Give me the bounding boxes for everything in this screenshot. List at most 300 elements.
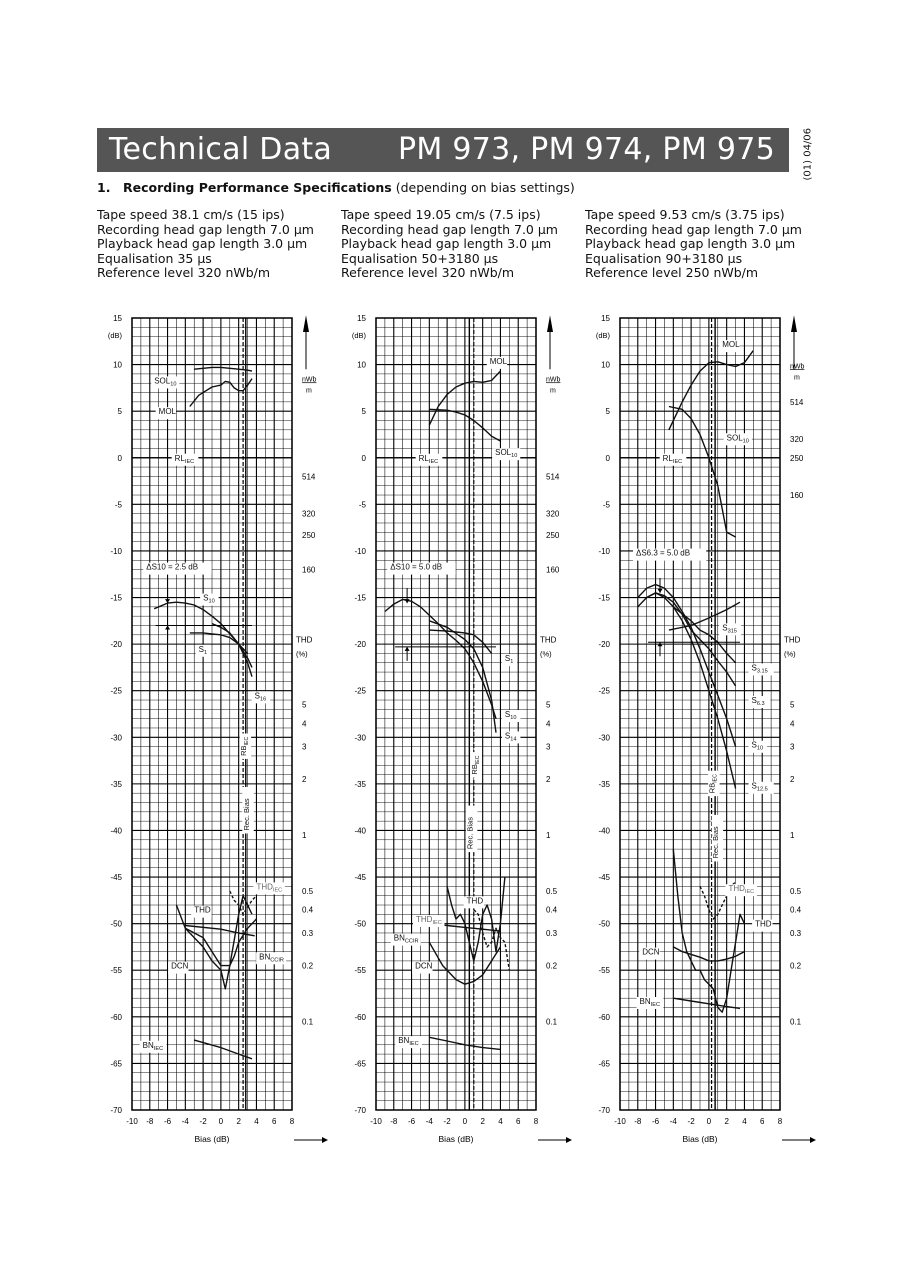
thd-axis-tick: 4 xyxy=(546,719,551,729)
curve-label-thdiec-main: THD xyxy=(728,884,745,894)
y-axis-unit: (dB) xyxy=(595,330,610,340)
spec-rec-gap: Recording head gap length 7.0 µm xyxy=(585,221,802,237)
y-tick-label: -30 xyxy=(110,733,122,743)
curve-label-thdiec xyxy=(725,884,756,896)
right-axis-tick: 160 xyxy=(790,491,804,501)
x-tick-label: -2 xyxy=(687,1117,695,1126)
thd-axis-tick: 0.2 xyxy=(790,961,802,971)
rec-bias-label-main: Rec. Bias xyxy=(465,816,475,850)
curve-label-s1 xyxy=(502,654,517,666)
curve-label-dcn-main: DCN xyxy=(642,947,660,957)
y-tick-label: 15 xyxy=(113,314,122,323)
y-tick-label: -50 xyxy=(598,919,610,929)
curve-label-s315-sub: 315 xyxy=(727,628,737,635)
rec-bias-label xyxy=(465,806,477,853)
delta-s-annotation-main: ΔS10 = 2.5 dB xyxy=(146,562,199,572)
curve-label-bniec xyxy=(637,997,664,1009)
x-axis-label: Bias (dB) xyxy=(682,1134,718,1144)
right-axis-unit-den: m xyxy=(794,374,800,382)
y-tick-label: -70 xyxy=(598,1106,610,1115)
curve-label-thd-main: THD xyxy=(755,919,772,929)
curve-label-bniec-sub: IEC xyxy=(650,1001,661,1008)
y-axis-unit: (dB) xyxy=(107,330,122,340)
curve-label-dcn xyxy=(639,948,660,960)
curve-label-sol-sub: 10 xyxy=(170,381,177,388)
rbiec-label-sub: IEC xyxy=(712,774,719,783)
delta-s-annotation xyxy=(143,563,211,575)
curve-label-dcn xyxy=(168,962,189,974)
x-tick-label: 4 xyxy=(742,1117,747,1126)
y-tick-label: -5 xyxy=(602,500,610,510)
rbiec-label-main: RB xyxy=(239,745,249,756)
thd-axis-tick: 2 xyxy=(302,775,307,785)
model-numbers: PM 973, PM 974, PM 975 xyxy=(397,132,775,167)
curve-label-s315 xyxy=(719,623,741,635)
spec-ref-level: Reference level 320 nWb/m xyxy=(341,265,515,281)
y-tick-label: 15 xyxy=(357,314,366,323)
rbiec-label-main: RB xyxy=(707,782,717,794)
curve-label-thd-main: THD xyxy=(466,896,484,906)
curve-label-sol-sub: 10 xyxy=(742,438,749,445)
curve-label-sol xyxy=(492,448,520,460)
spec-equalisation: Equalisation 90+3180 µs xyxy=(585,250,743,266)
y-tick-label: -50 xyxy=(354,919,366,929)
curve-label-bniec-sub: IEC xyxy=(153,1045,164,1052)
y-tick-label: -40 xyxy=(110,826,122,836)
curve-label-dcn-text xyxy=(171,962,189,971)
spec-block-3 xyxy=(585,208,802,281)
curve-label-s1-main: S xyxy=(198,644,205,654)
thd-axis-tick: 0.3 xyxy=(546,928,558,938)
rec-bias-label-text xyxy=(711,826,720,858)
chart-38cms xyxy=(96,300,326,1160)
y-tick-label: -45 xyxy=(354,873,366,883)
curve-label-bniec-main: BN xyxy=(142,1040,154,1050)
y-tick-label: -30 xyxy=(598,733,610,743)
y-tick-label: -65 xyxy=(354,1059,366,1069)
y-tick-label: -60 xyxy=(110,1012,122,1022)
thd-axis-tick: 0.4 xyxy=(302,905,314,915)
y-tick-label: -60 xyxy=(598,1012,610,1022)
spec-block-1 xyxy=(97,208,314,281)
thd-axis-label: THD xyxy=(540,635,557,645)
y-tick-label: -55 xyxy=(110,966,122,976)
curve-label-dcn-main: DCN xyxy=(171,961,189,971)
thd-axis-tick: 0.3 xyxy=(790,928,802,938)
x-tick-label: -4 xyxy=(669,1117,677,1126)
series-sol10 xyxy=(669,407,736,538)
y-axis-unit: (dB) xyxy=(351,330,366,340)
curve-label-sol-main: SOL xyxy=(495,448,512,458)
curve-label-s10 xyxy=(749,741,768,753)
curve-label-s10-sub: 10 xyxy=(510,715,517,721)
curve-label-bnccir xyxy=(256,952,286,964)
spec-equalisation: Equalisation 35 µs xyxy=(97,250,212,266)
curve-label-thd-text xyxy=(467,896,484,905)
right-axis-tick: 514 xyxy=(546,472,560,482)
x-tick-label: 8 xyxy=(289,1117,295,1126)
right-axis-unit-den: m xyxy=(550,387,556,395)
y-tick-label: -65 xyxy=(110,1059,122,1069)
x-tick-label: -2 xyxy=(443,1117,451,1126)
curve-label-s10-main: S xyxy=(751,740,757,750)
thd-axis-label: THD xyxy=(296,635,313,645)
x-tick-label: 6 xyxy=(759,1117,765,1126)
curve-label-s12-5-main: S xyxy=(751,781,757,791)
y-tick-label: -10 xyxy=(598,546,610,556)
rec-bias-label-main: Rec. Bias xyxy=(241,798,251,831)
y-axis-arrow-head xyxy=(547,315,553,332)
x-tick-label: -2 xyxy=(199,1117,207,1126)
y-tick-label: -15 xyxy=(354,593,366,603)
x-tick-label: -8 xyxy=(390,1117,398,1126)
right-axis-tick: 160 xyxy=(546,565,560,575)
y-tick-label: -55 xyxy=(354,966,366,976)
y-tick-label: -25 xyxy=(598,686,610,696)
curve-label-sol-main: SOL xyxy=(726,433,743,443)
x-tick-label: -6 xyxy=(651,1117,660,1126)
y-axis-arrow-head xyxy=(303,315,309,332)
thd-axis-unit: (%) xyxy=(296,649,308,659)
y-tick-label: 15 xyxy=(601,314,610,323)
delta-s-annotation-text xyxy=(146,563,198,572)
thd-axis-tick: 0.1 xyxy=(790,1017,802,1027)
spec-equalisation: Equalisation 50+3180 µs xyxy=(341,250,499,266)
right-axis-unit-num: nWb xyxy=(546,376,561,384)
thd-axis-tick: 0.2 xyxy=(302,961,314,971)
curve-label-bniec xyxy=(395,1036,422,1048)
thd-axis-tick: 5 xyxy=(302,700,307,710)
x-tick-label: 4 xyxy=(498,1117,503,1126)
delta-s-annotation-main: ΔS10 = 5.0 dB xyxy=(390,562,443,572)
right-axis-tick: 320 xyxy=(790,435,804,445)
curve-label-s3-15-main: S xyxy=(751,663,757,673)
thd-axis-tick: 3 xyxy=(790,742,795,752)
section-number: 1. xyxy=(97,180,111,195)
rec-bias-label-main: Rec. Bias xyxy=(711,826,721,859)
right-axis-unit-den: m xyxy=(306,387,312,395)
thd-axis-tick: 0.5 xyxy=(790,887,802,897)
curve-label-s3-15-sub: 3.15 xyxy=(756,668,768,675)
thd-axis-tick: 0.1 xyxy=(546,1017,558,1027)
curve-label-s12-5 xyxy=(749,782,774,794)
curve-label-thd-text xyxy=(194,906,211,915)
curve-label-thd-main: THD xyxy=(194,905,211,915)
y-tick-label: 0 xyxy=(117,453,122,463)
x-tick-label: -6 xyxy=(163,1117,172,1126)
curve-label-thdiec-main: THD xyxy=(256,882,273,892)
right-axis-tick: 320 xyxy=(302,509,316,519)
y-axis-arrow-head xyxy=(791,315,797,332)
y-tick-label: 5 xyxy=(605,407,610,417)
curve-label-s6-3-main: S xyxy=(751,696,757,706)
curve-label-s10 xyxy=(502,710,521,722)
rbiec-label-sub: IEC xyxy=(474,755,481,765)
curve-label-mol-text xyxy=(159,407,177,416)
curve-label-thd xyxy=(464,896,484,908)
x-axis-label: Bias (dB) xyxy=(438,1134,474,1144)
y-tick-label: -20 xyxy=(598,640,610,650)
thd-axis-tick: 0.1 xyxy=(302,1017,314,1027)
curve-label-rl-sub: IEC xyxy=(672,458,683,465)
curve-label-dcn-main: DCN xyxy=(415,961,433,971)
x-tick-label: -8 xyxy=(146,1117,154,1126)
y-tick-label: -60 xyxy=(354,1012,366,1022)
curve-label-thd xyxy=(752,920,772,932)
curve-label-s1-sub: 1 xyxy=(510,659,514,666)
curve-label-s10-sub: 10 xyxy=(756,745,764,752)
y-tick-label: -15 xyxy=(110,593,122,603)
y-tick-label: -10 xyxy=(354,546,366,556)
spec-pb-gap: Playback head gap length 3.0 µm xyxy=(97,236,308,252)
rec-bias-label xyxy=(242,787,254,834)
annotation-arrow-top-head xyxy=(658,589,663,593)
curve-label-mol-main: MOL xyxy=(489,356,508,366)
x-tick-label: 8 xyxy=(533,1117,539,1126)
curve-label-bnccir-main: BN xyxy=(259,952,271,962)
y-tick-label: -10 xyxy=(110,546,122,556)
delta-s-annotation-text xyxy=(390,563,442,572)
thd-axis-tick: 1 xyxy=(546,831,551,841)
curve-label-s14-sub: 14 xyxy=(510,736,517,743)
curve-label-bnccir-sub: CCIR xyxy=(404,938,419,945)
curve-label-thdiec xyxy=(413,915,444,927)
thd-axis-tick: 5 xyxy=(546,700,551,710)
rec-bias-label xyxy=(711,815,723,862)
curve-label-rl-main: RL xyxy=(662,453,673,463)
rbiec-label xyxy=(708,771,720,796)
curve-label-dcn-text xyxy=(642,948,660,957)
rec-bias-label-text xyxy=(242,798,251,830)
curve-label-sol xyxy=(724,433,752,445)
spec-ref-level: Reference level 320 nWb/m xyxy=(97,265,271,281)
thd-axis-tick: 0.5 xyxy=(302,887,314,897)
header-bar xyxy=(97,128,789,172)
spec-rec-gap: Recording head gap length 7.0 µm xyxy=(341,221,558,237)
curve-label-s315-main: S xyxy=(722,623,728,633)
y-tick-label: -70 xyxy=(354,1106,366,1115)
y-tick-label: -15 xyxy=(598,593,610,603)
x-axis-arrow-head xyxy=(810,1137,816,1143)
y-tick-label: -40 xyxy=(354,826,366,836)
thd-axis-tick: 1 xyxy=(790,831,795,841)
y-tick-label: -20 xyxy=(354,640,366,650)
rbiec-label xyxy=(239,733,251,758)
thd-axis-tick: 3 xyxy=(546,742,551,752)
x-tick-label: -8 xyxy=(634,1117,642,1126)
curve-label-mol xyxy=(719,340,740,352)
spec-pb-gap: Playback head gap length 3.0 µm xyxy=(341,236,552,252)
thd-axis-unit: (%) xyxy=(540,649,552,659)
curve-label-sol xyxy=(151,376,179,388)
curve-label-thdiec xyxy=(253,882,284,894)
y-tick-label: -20 xyxy=(110,640,122,650)
delta-s-annotation xyxy=(387,563,455,575)
rbiec-label-sub: IEC xyxy=(244,736,251,746)
thd-axis-tick: 0.4 xyxy=(790,905,802,915)
spec-tape-speed: Tape speed 9.53 cm/s (3.75 ips) xyxy=(585,207,785,222)
y-tick-label: 5 xyxy=(361,407,366,417)
curve-label-rl xyxy=(172,454,199,466)
spec-rec-gap: Recording head gap length 7.0 µm xyxy=(97,221,314,237)
right-axis-unit-num: nWb xyxy=(302,376,317,384)
curve-label-mol-main: MOL xyxy=(722,340,740,350)
curve-label-s12-5-sub: 12.5 xyxy=(756,786,768,793)
thd-axis-tick: 0.2 xyxy=(546,961,558,971)
delta-s-annotation-text xyxy=(636,549,690,558)
curve-label-thdiec-main: THD xyxy=(416,914,433,924)
curve-label-s3-15 xyxy=(749,663,774,675)
rec-bias-label-text xyxy=(465,817,474,849)
right-axis-unit-num: nWb xyxy=(790,363,805,371)
series-s14 xyxy=(429,621,496,733)
curve-label-sol-sub: 10 xyxy=(511,453,518,460)
curve-label-dcn-text xyxy=(415,962,433,971)
right-axis-tick: 250 xyxy=(546,531,560,541)
y-tick-label: 0 xyxy=(361,453,366,463)
rbiec-label xyxy=(470,752,482,777)
y-tick-label: 10 xyxy=(357,360,366,370)
rbiec-label-main: RB xyxy=(469,764,479,775)
thd-axis-tick: 4 xyxy=(790,719,795,729)
x-tick-label: 0 xyxy=(462,1117,468,1126)
section-heading xyxy=(97,180,575,195)
x-tick-label: 6 xyxy=(515,1117,521,1126)
thd-axis-unit: (%) xyxy=(784,649,796,659)
thd-axis-tick: 0.5 xyxy=(546,887,558,897)
curve-label-bniec-main: BN xyxy=(639,996,651,1006)
y-tick-label: -40 xyxy=(598,826,610,836)
thd-axis-tick: 4 xyxy=(302,719,307,729)
right-axis-tick: 320 xyxy=(546,509,560,519)
x-tick-label: -4 xyxy=(181,1117,189,1126)
chart-19cms xyxy=(340,300,570,1160)
delta-s-annotation xyxy=(633,549,706,561)
curve-label-s1-main: S xyxy=(504,654,511,664)
curve-label-thd-text xyxy=(755,920,772,929)
right-axis-tick: 250 xyxy=(302,531,316,541)
curve-label-rl-main: RL xyxy=(418,453,429,463)
x-tick-label: 2 xyxy=(480,1117,485,1126)
page-title: Technical Data xyxy=(109,132,333,167)
curve-label-bniec-sub: IEC xyxy=(409,1041,419,1048)
curve-label-s14-main: S xyxy=(504,731,511,741)
x-tick-label: 6 xyxy=(271,1117,277,1126)
curve-label-s6-3 xyxy=(749,696,771,708)
x-tick-label: 4 xyxy=(254,1117,259,1126)
y-tick-label: -65 xyxy=(598,1059,610,1069)
thd-axis-tick: 1 xyxy=(302,831,307,841)
spec-block-2 xyxy=(341,208,558,281)
thd-axis-tick: 0.4 xyxy=(546,905,558,915)
curve-label-s16-sub: 16 xyxy=(260,696,267,703)
curve-label-thd xyxy=(191,906,211,918)
chart-9cms xyxy=(584,300,814,1160)
curve-label-bnccir xyxy=(391,934,421,946)
y-tick-label: -5 xyxy=(114,500,122,510)
thd-axis-tick: 5 xyxy=(790,700,795,710)
spec-tape-speed: Tape speed 19.05 cm/s (7.5 ips) xyxy=(341,207,541,222)
curve-label-bnccir-sub: CCIR xyxy=(270,957,284,964)
y-tick-label: 5 xyxy=(117,407,122,417)
curve-label-s10-main: S xyxy=(504,710,511,719)
x-tick-label: -10 xyxy=(126,1117,138,1126)
curve-label-mol xyxy=(487,357,508,369)
x-tick-label: -10 xyxy=(614,1117,626,1126)
curve-label-s1 xyxy=(196,645,211,657)
curve-label-thdiec-sub: IEC xyxy=(272,887,283,894)
section-title: Recording Performance Specifications xyxy=(123,180,392,195)
thd-axis-tick: 2 xyxy=(790,775,795,785)
x-axis-arrow-head xyxy=(322,1137,328,1143)
y-tick-label: -55 xyxy=(598,966,610,976)
x-axis-arrow-head xyxy=(566,1137,572,1143)
right-axis-tick: 250 xyxy=(790,453,804,463)
curve-label-s1-sub: 1 xyxy=(204,649,208,656)
series-bniec xyxy=(673,998,740,1008)
x-tick-label: 0 xyxy=(218,1117,224,1126)
x-tick-label: 8 xyxy=(777,1117,783,1126)
spec-pb-gap: Playback head gap length 3.0 µm xyxy=(585,236,796,252)
thd-axis-label: THD xyxy=(784,635,801,645)
curve-label-thdiec-sub: IEC xyxy=(744,889,755,896)
delta-s-annotation-main: ΔS6.3 = 5.0 dB xyxy=(636,548,691,558)
right-axis-tick: 514 xyxy=(302,472,316,482)
y-tick-label: 10 xyxy=(113,360,122,370)
y-tick-label: -45 xyxy=(110,873,122,883)
curve-label-mol xyxy=(156,407,177,419)
curve-label-s6-3-sub: 6.3 xyxy=(756,701,765,708)
curve-label-bniec xyxy=(140,1041,167,1053)
curve-label-rl-main: RL xyxy=(174,453,185,463)
y-tick-label: -45 xyxy=(598,873,610,883)
curve-label-rl xyxy=(660,454,687,466)
annotation-arrow-bottom-head xyxy=(405,647,410,651)
curve-label-s16-main: S xyxy=(254,691,261,701)
curve-label-mol-text xyxy=(490,357,508,366)
y-tick-label: 10 xyxy=(601,360,610,370)
y-tick-label: -70 xyxy=(110,1106,122,1115)
x-tick-label: -6 xyxy=(407,1117,416,1126)
curve-label-thdiec-sub: IEC xyxy=(432,919,442,926)
y-tick-label: -25 xyxy=(354,686,366,696)
curve-label-mol-main: MOL xyxy=(158,407,177,417)
x-tick-label: -4 xyxy=(425,1117,433,1126)
y-tick-label: 0 xyxy=(605,453,610,463)
curve-label-s10-sub: 10 xyxy=(208,598,215,605)
curve-label-s16 xyxy=(252,691,271,703)
y-tick-label: -35 xyxy=(110,779,122,789)
document-code: (01) 04/06 xyxy=(802,127,814,181)
y-tick-label: -5 xyxy=(358,500,366,510)
spec-ref-level: Reference level 250 nWb/m xyxy=(585,265,759,281)
curve-label-s14 xyxy=(502,731,521,743)
curve-label-s10-main: S xyxy=(203,593,209,603)
section-note: (depending on bias settings) xyxy=(395,180,575,195)
y-tick-label: -25 xyxy=(110,686,122,696)
curve-label-mol-text xyxy=(722,340,740,349)
x-tick-label: 0 xyxy=(706,1117,712,1126)
y-tick-label: -50 xyxy=(110,919,122,929)
right-axis-tick: 160 xyxy=(302,565,316,575)
curve-label-bnccir-main: BN xyxy=(393,933,405,943)
curve-label-rl-sub: IEC xyxy=(428,458,439,465)
curve-label-sol-main: SOL xyxy=(154,376,171,386)
curve-label-rl xyxy=(416,454,443,466)
thd-axis-tick: 0.3 xyxy=(302,928,314,938)
curve-label-dcn xyxy=(412,962,433,974)
x-tick-label: 2 xyxy=(236,1117,241,1126)
